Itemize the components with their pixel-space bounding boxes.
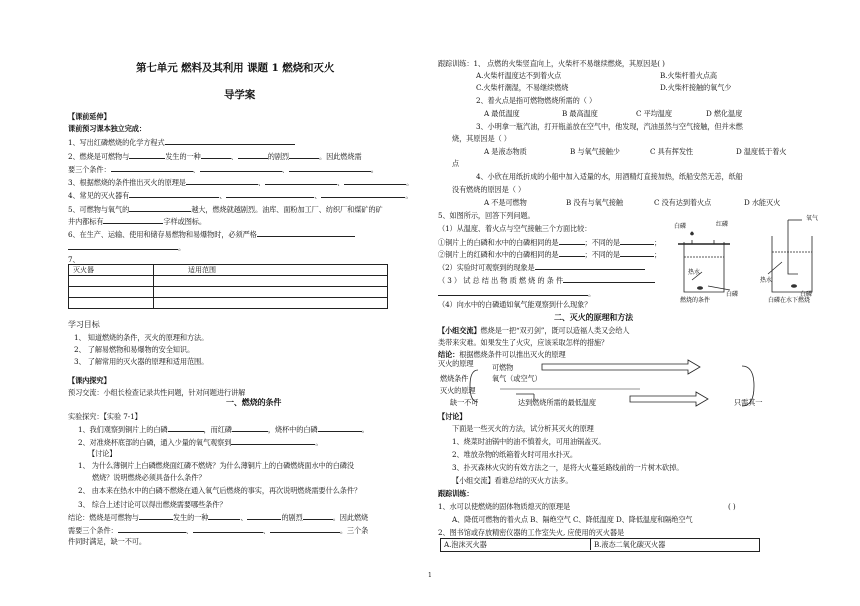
fig-label-hot-water: 热水 [688,270,701,276]
diagram-condition: 燃烧条件 [440,374,469,383]
tracking-question-2: 2、着火点是指可燃物燃烧所需的（ ） [476,96,597,105]
tracking-question-4: 4、小欣在用纸折成的小船中加入适量的水，用酒精灯直接加热，纸船安然无恙，纸船 [476,172,743,181]
fig-label-red-phosphorus: 白磷 [674,224,687,230]
option: A 不是可燃物 [484,198,527,207]
question-5-3: （ 3 ） 试 总 结 出 物 质 燃 烧 的 条 件 [438,275,655,285]
option: D.火柴杆接触的氧气少 [660,83,732,92]
diagram-fire-principle-2: 灭火的原理 [440,386,476,395]
explore-heading: 【课内探究】 [68,376,111,385]
question-5-2: （2）实验时可观察到的现象是 [438,262,645,272]
lesson-title: 第七单元 燃料及其利用 课题 1 燃烧和灭火 [136,62,335,74]
option: C 没有达到着火点 [654,198,712,207]
diagram-oxygen: 氧气（或空气） [492,374,542,383]
option: B 与氧气接触少 [570,147,620,156]
question-5-1: （1）从温度、着火点与空气接触三个方面比较： [438,224,592,233]
discuss-item: 3、扑灭森林火灾的有效方法之一，是将大火蔓延路线前的一片树木砍掉。 [452,463,684,472]
tracking-2-options-1: A、降低可燃物的着火点 B、隔绝空气 C、降低温度 D、降低温度和隔绝空气 [452,515,693,524]
section-1-heading: 一、燃烧的条件 [226,397,282,407]
table-cell[interactable] [69,298,154,309]
option: D 燃化温度 [706,109,743,118]
diagram-must: 缺一不可 [450,398,479,407]
fig-label-hot-water-right: 热水 [760,278,773,284]
discuss-intro: 下面是一些灭火的方法，试分析其灭火的原理 [452,424,594,433]
pre-heading: 课前预习课本独立完成： [68,124,146,133]
tracking-2-question-1: 1、水可以使燃烧的固体物质熄灭的原理是 [438,502,571,511]
question-3: 3、根据燃烧的条件推出灭火的原理是 、 、 。 [68,178,414,187]
question-4: 4、常见的灭火器有 、 、 。 [68,191,413,200]
option: A.火柴杆温度达不到着火点 [476,71,562,80]
tracking-2-question-1-paren: ( ) [728,502,736,511]
goal-item: 1、 知道燃烧的条件，灭火的原理和方法。 [74,333,209,342]
explore-intro: 预习交流：小组长检查记录共性问题，针对问题进行讲解 [68,388,246,397]
discuss-item: 1、烧菜时油锅中的油不慎着火，可用油锅盖灭。 [452,437,606,446]
group-exchange-2: 【小组交流】看谁总结的灭火方法多。 [452,476,573,485]
tracking-2-heading: 跟踪训练： [438,489,474,498]
fig-caption-right: 白磷在水下燃烧 [768,298,811,304]
table-header: 适用范围 [154,265,388,276]
question-7: 7、 [68,255,80,264]
experiment-1: 1、我们观察到铜片上的白磷 ，而红磷 ，烧杯中的白磷 。 [78,425,369,434]
option: B 最高温度 [562,109,598,118]
table-header: 灭火器 [69,265,154,276]
table-cell[interactable] [69,287,154,298]
conclusion-end: 件同时满足，缺一不可。 [68,537,146,546]
goal-item: 3、 了解常用的灭火器的原理和适用范围。 [74,357,209,366]
question-1: 1、写出红磷燃烧的化学方程式 [68,137,295,147]
discuss-1-cont: 燃烧？说明燃烧必须具备什么条件？ [92,473,206,482]
discuss-item: 2、堆放杂物的纸箱着火时可用水扑灭。 [452,450,577,459]
tracking-question-3-cont: 烧，其原因是（ ） [452,134,511,143]
question-5-1a: ①铜片上的白磷和水中的白磷相同的是 ；不同的是 ； [438,238,662,247]
pre-section-heading: 【课前延伸】 [68,112,111,121]
option-b: B.液态二氧化碳灭火器 [594,540,666,549]
fig-caption-left: 燃烧的条件 [680,298,711,304]
option-cont: 点 [452,159,460,168]
discuss-1: 1、 为什么薄铜片上白磷燃烧面红磷不燃烧？为什么薄铜片上的白磷燃烧面水中的白磷没 [78,461,354,470]
diagram-fuel: 可燃物 [492,363,514,372]
table-cell[interactable] [154,287,388,298]
experiment-label: 实验探究：【实验 7-1】 [68,412,142,421]
question-5: 5、可燃物与氧气的 越大，燃烧就越剧烈。油库、面粉加工厂、纺织厂和煤矿的矿 [68,205,383,214]
question-5: 5、如图所示，回答下列问题。 [438,211,535,220]
conclusion: 结论：燃烧是可燃物与 发生的一种 、 的剧烈 。因此燃烧 [68,513,369,522]
table-cell[interactable] [154,298,388,309]
page-number: 1 [428,572,432,579]
option: D 温度低于着火 [736,147,787,156]
tracking-question-4-cont: 没有燃烧的原因是（ ） [452,185,526,194]
question-5-3-line: 。 [438,288,595,298]
section-2-heading: 二、灭火的原理和方法 [554,312,633,322]
table-cell[interactable] [154,276,388,287]
question-6-line: 。 [68,242,185,252]
question-5-1c: ②铜片上的红磷和水中的白磷相同的是 ；不同的是 ； [438,250,662,259]
question-5-4: （4）向水中的白磷通如氧气能观察到什么现象？ [438,300,592,309]
fig-label-white-phosphorus-right: 白磷 [800,292,813,298]
conclusion-cont: 需要三个条件： 、 、 。三个条 [68,526,369,535]
tracking-question-1: 跟踪训练：1、 点燃的火柴竖直向上，火柴杆不易继续燃烧，其原因是( ) [438,59,665,68]
option: A 最低温度 [484,109,520,118]
conclusion: 结论：根据燃烧条件可以推出灭火的原理 [438,350,566,359]
discuss-heading: 【讨论】 [88,449,117,458]
option: B 没有与氧气接触 [566,198,623,207]
question-2: 2、燃烧是可燃物与 发生的一种 、 的剧烈 。因此燃烧需 [68,152,362,161]
option: C 具有挥发性 [650,147,694,156]
discuss-heading: 【讨论】 [438,412,467,421]
fig-label-white-phosphorus: 红磷 [716,222,729,228]
diagram-temp: 达到燃烧所需的最低温度 [518,398,596,407]
discuss-2: 2、 由本来在热水中的白磷不燃烧在通入氧气后燃烧的事实，再次说明燃烧需要什么条件？ [78,486,362,495]
tracking-question-3: 3、小明拿一瓶汽油，打开瓶盖放在空气中，他发现，汽油虽然与空气接触，但并未燃 [476,122,743,131]
question-5-cont: 井内都标有 字样或图标。 [68,217,206,226]
option: C 平均温度 [636,109,672,118]
fig-label-white-phosphorus-water: 白磷 [726,292,739,298]
options-divider [590,538,591,550]
option: C.火柴杆潮湿，不易继续燃烧 [476,83,569,92]
option: A 是液态物质 [484,147,527,156]
option: B.火柴杆着火点高 [660,71,717,80]
tracking-2-question-2: 2、图书馆或存放精密仪器的工作室失火, 应使用的灭火器是 [438,528,625,537]
diagram-one: 只需其一 [734,398,763,407]
option-a: A.泡沫灭火器 [444,540,487,549]
group-discussion: 【小组交流】燃烧是一把“双刃剑”，既可以造福人类又会给人 [438,326,630,335]
goal-item: 2、 了解易燃物和易爆物的安全知识。 [74,345,195,354]
question-2-cont: 要三个条件： 、 、 。 [68,165,378,174]
goals-title: 学习目标 [68,320,100,329]
extinguisher-table [68,264,388,309]
group-discussion-cont: 类带来灾难。如果发生了火灾，应该采取怎样的措施？ [438,338,609,347]
question-6: 6、在生产、运输、使用和储存易燃物和易爆物时，必须严格 [68,229,355,239]
lesson-subtitle: 导学案 [224,89,256,101]
table-cell[interactable] [69,276,154,287]
discuss-3: 3、 综合上述讨论可以得出燃烧需要哪些条件？ [78,500,227,509]
option: D 水能灭火 [744,198,781,207]
diagram-fire-principle: 灭火的原理 [438,359,474,368]
fig-label-oxygen: 氧气 [806,216,819,222]
combustion-experiment-figure [664,212,824,304]
experiment-2: 2、对准烧杯底部的白磷，通入少量的氧气观察到 。 [78,438,323,447]
